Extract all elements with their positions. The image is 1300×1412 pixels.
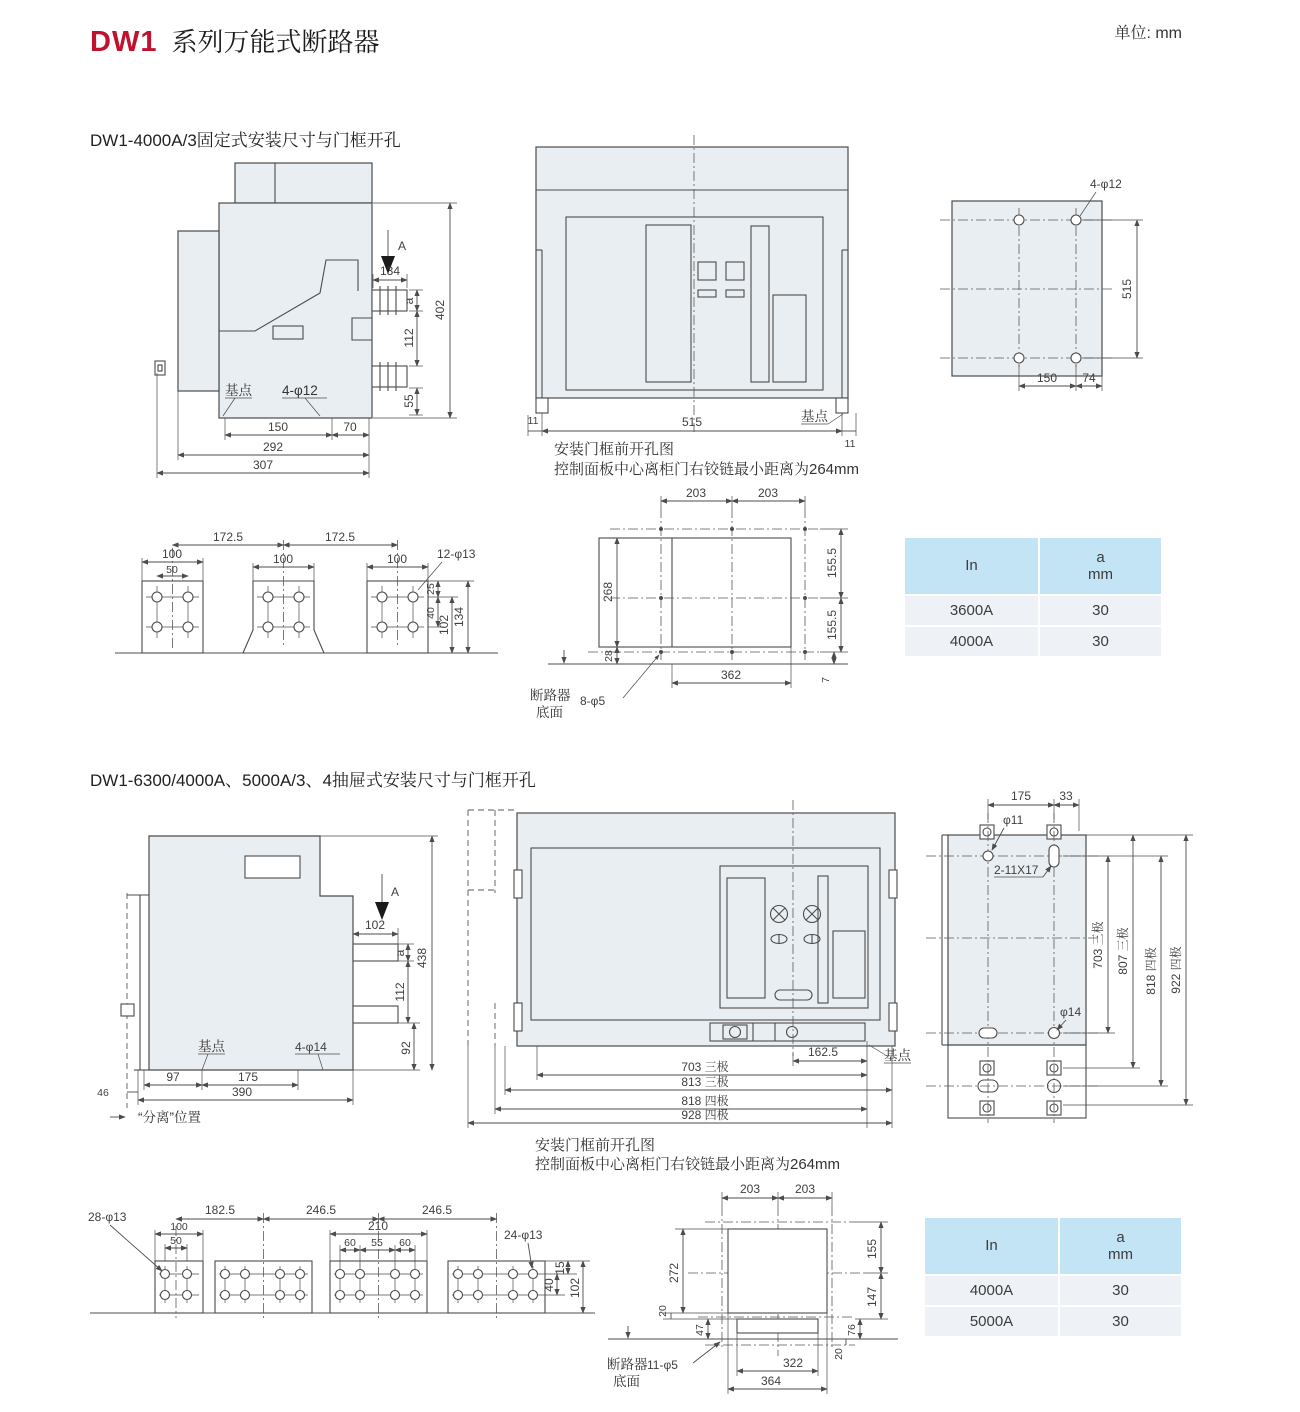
dim-268: 268 <box>601 581 615 603</box>
dim-150: 150 <box>1036 371 1058 385</box>
dim-172-5-b: 172.5 <box>324 530 356 544</box>
dim-307: 307 <box>252 458 274 472</box>
dim-50: 50 <box>166 564 178 576</box>
holes-28-label: 28-φ13 <box>88 1210 127 1224</box>
cutout-outline <box>548 508 848 664</box>
breaker-front-outline <box>468 800 897 1056</box>
dim-364: 364 <box>760 1374 782 1388</box>
drawing-drawout-busbars <box>80 1188 600 1360</box>
dim-100-a: 100 <box>161 547 183 561</box>
table-row <box>925 1307 1181 1336</box>
table-row <box>925 1276 1181 1305</box>
drawing-fixed-side-view <box>130 148 530 493</box>
drawing-drawout-side-view <box>90 808 452 1143</box>
dim-272: 272 <box>667 1262 681 1284</box>
header-a: a <box>1096 548 1105 566</box>
breaker-front-outline <box>536 135 848 432</box>
dim-74: 74 <box>1082 371 1096 385</box>
caption-line1: 安装门框前开孔图 <box>554 441 675 458</box>
section-arrow-A <box>375 874 399 920</box>
section1-title: DW1-4000A/3固定式安装尺寸与门框开孔 <box>90 131 401 150</box>
holes-label: 8-φ5 <box>580 694 606 708</box>
dim-813-3p: 813 三极 <box>681 1075 729 1089</box>
drawing-drawout-door-cutout <box>593 1178 925 1412</box>
dim-40: 40 <box>425 607 437 619</box>
dim-203-a: 203 <box>739 1182 761 1196</box>
slot-label: 2-11X17 <box>994 863 1039 877</box>
cell-a-1: 30 <box>1060 1307 1181 1336</box>
holes-label: 4-φ12 <box>282 383 318 398</box>
dim-322: 322 <box>782 1356 804 1370</box>
cell-in-0: 4000A <box>925 1276 1058 1305</box>
dim-15: 15 <box>553 1261 567 1275</box>
dim-703-3p: 703 三极 <box>1091 921 1105 969</box>
drawing-drawout-rear-panel <box>918 783 1300 1148</box>
page-title: 系列万能式断路器 <box>171 27 380 57</box>
dim-818-4p: 818 四极 <box>681 1094 729 1108</box>
unit-label: 单位: mm <box>1114 25 1182 42</box>
holes-label: 4-φ12 <box>1090 177 1122 191</box>
dim-112: 112 <box>393 982 407 1002</box>
dim-182-5: 182.5 <box>204 1203 236 1217</box>
dim-362: 362 <box>720 668 742 682</box>
dimensions <box>468 1041 912 1173</box>
arrow-a-label: A <box>391 885 400 899</box>
hole-phi11-label: φ11 <box>1003 813 1024 827</box>
dim-7: 7 <box>820 677 832 683</box>
cell-in-1: 4000A <box>905 627 1038 656</box>
breaker-bottom-label-2: 底面 <box>536 705 563 720</box>
dim-55: 55 <box>402 394 416 408</box>
table-row <box>905 627 1161 656</box>
col-header-in: In <box>905 538 1038 594</box>
dim-928-4p: 928 四极 <box>681 1108 729 1122</box>
dim-515: 515 <box>681 415 703 429</box>
dim-33: 33 <box>1059 789 1073 803</box>
brand-title: DW1 <box>90 26 158 58</box>
hole-phi14-label: φ14 <box>1060 1005 1082 1019</box>
dim-203-b: 203 <box>794 1182 816 1196</box>
col-header-in: In <box>925 1218 1058 1274</box>
dim-246-5-a: 246.5 <box>305 1203 337 1217</box>
base-point-label: 基点 <box>225 383 252 398</box>
dim-92: 92 <box>399 1041 413 1055</box>
caption-line2: 控制面板中心离柜门右铰链最小距离为264mm <box>554 461 860 478</box>
dim-47: 47 <box>694 1324 706 1336</box>
dim-a: a <box>402 297 416 305</box>
cell-a-1: 30 <box>1040 627 1161 656</box>
base-point-label: 基点 <box>884 1048 911 1063</box>
dim-134: 134 <box>452 606 466 628</box>
table-fixed-a-values <box>905 538 1161 656</box>
separated-position-label: “分离”位置 <box>138 1110 201 1125</box>
dim-210: 210 <box>367 1219 389 1233</box>
dim-100: 100 <box>170 1221 188 1233</box>
drawing-fixed-mounting-plate <box>930 158 1300 423</box>
dim-11-right: 11 <box>844 438 856 450</box>
dim-70: 70 <box>343 420 357 434</box>
dim-55: 55 <box>371 1237 383 1249</box>
breaker-bottom-label-1: 断路器 <box>607 1357 648 1372</box>
dim-100-c: 100 <box>386 552 408 566</box>
dim-172-5-a: 172.5 <box>212 530 244 544</box>
dim-703-3p: 703 三极 <box>681 1060 729 1074</box>
holes-label: 12-φ13 <box>437 547 476 561</box>
dim-a: a <box>393 949 407 957</box>
dim-292: 292 <box>262 440 284 454</box>
page-header <box>90 22 379 59</box>
header-a: a <box>1116 1228 1125 1246</box>
dim-147: 147 <box>865 1286 879 1308</box>
plate-outline <box>940 201 1112 376</box>
dim-175: 175 <box>237 1070 259 1084</box>
header-mm: mm <box>1088 566 1113 583</box>
panel-outline <box>926 813 1098 1123</box>
cell-a-0: 30 <box>1060 1276 1181 1305</box>
dim-102: 102 <box>364 918 386 932</box>
dim-11-left: 11 <box>527 415 539 427</box>
dim-112: 112 <box>402 328 416 348</box>
dim-155: 155 <box>865 1238 879 1260</box>
col-header-a-mm <box>1060 1218 1181 1274</box>
dim-438: 438 <box>415 947 429 969</box>
dim-402: 402 <box>433 299 447 321</box>
col-header-a-mm <box>1040 538 1161 594</box>
holes-24-label: 24-φ13 <box>504 1228 543 1242</box>
caption-line2: 控制面板中心离柜门右铰链最小距离为264mm <box>535 1156 841 1173</box>
caption-line1: 安装门框前开孔图 <box>535 1137 656 1154</box>
cell-a-0: 30 <box>1040 596 1161 625</box>
holes-label: 4-φ14 <box>295 1040 327 1054</box>
base-point-label: 基点 <box>801 409 828 424</box>
dim-20-left: 20 <box>657 1305 669 1317</box>
cell-in-0: 3600A <box>905 596 1038 625</box>
dim-175: 175 <box>1010 789 1032 803</box>
dim-60-a: 60 <box>344 1237 356 1249</box>
dim-515: 515 <box>1120 278 1134 300</box>
drawing-fixed-busbars <box>100 518 500 703</box>
dim-162-5: 162.5 <box>807 1045 839 1059</box>
arrow-a-label: A <box>398 239 407 253</box>
table-drawout-a-values <box>925 1218 1181 1336</box>
dim-76: 76 <box>846 1324 858 1336</box>
dim-246-5-b: 246.5 <box>421 1203 453 1217</box>
dim-807-3p: 807 三极 <box>1116 927 1130 975</box>
dim-203-a: 203 <box>685 486 707 500</box>
dim-922-4p: 922 四极 <box>1169 946 1183 994</box>
breaker-side-outline <box>121 836 398 1108</box>
breaker-side-outline <box>155 163 407 418</box>
dim-155-5-b: 155.5 <box>825 609 839 641</box>
holes-label: 11-φ5 <box>647 1358 678 1372</box>
dim-25: 25 <box>425 583 437 595</box>
drawing-fixed-front-view <box>498 130 903 485</box>
breaker-bottom-label-1: 断路器 <box>530 688 571 703</box>
table-row <box>905 596 1161 625</box>
dim-102: 102 <box>437 614 451 636</box>
dim-28: 28 <box>603 650 615 662</box>
dim-203-b: 203 <box>757 486 779 500</box>
dim-60-b: 60 <box>399 1237 411 1249</box>
cell-in-1: 5000A <box>925 1307 1058 1336</box>
dim-20-right: 20 <box>833 1348 845 1360</box>
drawing-fixed-door-cutout <box>528 468 900 733</box>
dim-100-b: 100 <box>272 552 294 566</box>
dim-102: 102 <box>568 1277 582 1299</box>
dim-390: 390 <box>231 1085 253 1099</box>
dim-818-4p: 818 四极 <box>1144 947 1158 995</box>
dim-50: 50 <box>170 1235 182 1247</box>
dim-97: 97 <box>166 1070 180 1084</box>
dim-40: 40 <box>542 1278 556 1292</box>
breaker-bottom-label-2: 底面 <box>613 1374 640 1389</box>
base-point-label: 基点 <box>198 1039 225 1054</box>
dim-134: 134 <box>379 264 401 278</box>
dim-155-5-a: 155.5 <box>825 547 839 579</box>
drawing-drawout-front-view <box>455 798 917 1176</box>
section2-title: DW1-6300/4000A、5000A/3、4抽屉式安装尺寸与门框开孔 <box>90 771 536 790</box>
dim-150: 150 <box>267 420 289 434</box>
dim-46: 46 <box>97 1087 109 1099</box>
header-mm: mm <box>1108 1246 1133 1263</box>
